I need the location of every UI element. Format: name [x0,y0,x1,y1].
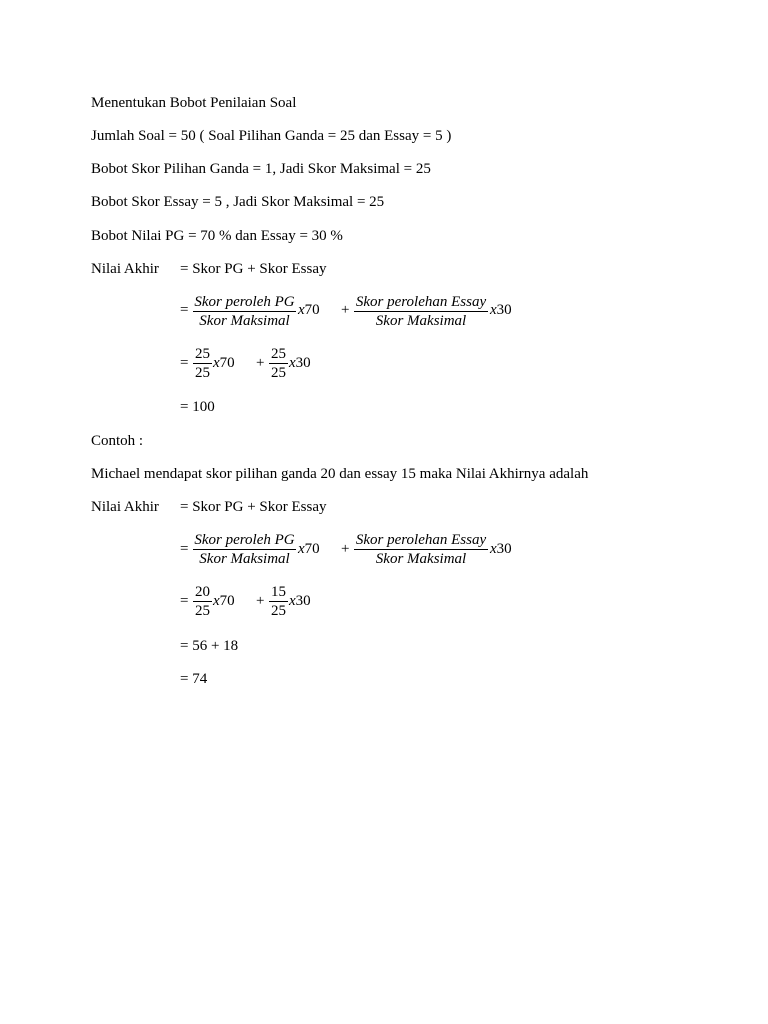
result-line: = 74 [180,671,208,687]
fraction-numerator: Skor peroleh PG [194,294,295,310]
result-line: = 100 [180,399,215,415]
times-symbol: x [213,355,220,371]
fraction-numerator: 15 [271,584,286,600]
multiplier-70 [213,592,235,610]
times-symbol: x [298,541,305,557]
plus-sign: + [256,593,265,609]
fraction-numerator: 25 [271,346,286,362]
fraction-skor-essay [354,293,488,330]
fraction-numerator: 25 [195,346,210,362]
multiplier-30 [490,540,512,558]
fraction-25-25 [193,345,212,382]
heading-bobot-penilaian: Menentukan Bobot Penilaian Soal [91,95,297,111]
multiplier-70 [298,301,320,319]
multiplier-value: 30 [295,593,311,609]
example-text: Michael mendapat skor pilihan ganda 20 dan essay 15 maka Nilai Akhirnya adalah [91,466,589,482]
multiplier-70 [213,354,235,372]
fraction-denominator: Skor Maksimal [375,313,467,329]
line-bobot-skor-essay: Bobot Skor Essay = 5 , Jadi Skor Maksimal = 25 [91,194,385,210]
multiplier-value: 70 [219,355,235,371]
fraction-skor-pg [193,293,296,330]
fraction-numerator: Skor peroleh PG [194,532,295,548]
example-heading: Contoh : [91,433,144,449]
line-bobot-nilai: Bobot Nilai PG = 70 % dan Essay = 30 % [91,228,343,244]
fraction-20-25 [193,583,212,620]
equals-sign: = [180,302,189,318]
times-symbol: x [490,302,497,318]
fraction-denominator: 25 [195,603,210,619]
nilai-akhir-label: Nilai Akhir [91,261,159,277]
fraction-denominator: Skor Maksimal [375,551,467,567]
multiplier-value: 30 [295,355,311,371]
multiplier-value: 30 [496,302,512,318]
plus-sign: + [256,355,265,371]
fraction-numerator: 20 [195,584,210,600]
fraction-denominator: 25 [195,365,210,381]
fraction-skor-essay [354,531,488,568]
times-symbol: x [289,593,296,609]
plus-sign: + [341,302,350,318]
times-symbol: x [298,302,305,318]
multiplier-value: 70 [219,593,235,609]
fraction-denominator: Skor Maksimal [199,313,290,329]
equals-sign: = [180,593,189,609]
multiplier-70 [298,540,320,558]
times-symbol: x [289,355,296,371]
equals-sign: = [180,355,189,371]
nilai-akhir-rhs: = Skor PG + Skor Essay [180,261,327,277]
equals-sign: = [180,541,189,557]
line-bobot-skor-pg: Bobot Skor Pilihan Ganda = 1, Jadi Skor Maksimal = 25 [91,161,431,177]
fraction-numerator: Skor perolehan Essay [355,532,487,548]
line-jumlah-soal: Jumlah Soal = 50 ( Soal Pilihan Ganda = 25 dan Essay = 5 ) [91,128,452,144]
fraction-skor-pg [193,531,296,568]
plus-sign: + [341,541,350,557]
sum-line: = 56 + 18 [180,638,239,654]
multiplier-value: 70 [304,541,320,557]
fraction-denominator: 25 [271,603,286,619]
nilai-akhir-label: Nilai Akhir [91,499,159,515]
fraction-15-25 [269,583,288,620]
fraction-25-25 [269,345,288,382]
times-symbol: x [490,541,497,557]
fraction-denominator: Skor Maksimal [199,551,290,567]
multiplier-30 [289,592,311,610]
times-symbol: x [213,593,220,609]
fraction-numerator: Skor perolehan Essay [355,294,487,310]
multiplier-30 [289,354,311,372]
multiplier-value: 70 [304,302,320,318]
fraction-denominator: 25 [271,365,286,381]
multiplier-value: 30 [496,541,512,557]
multiplier-30 [490,301,512,319]
nilai-akhir-rhs: = Skor PG + Skor Essay [180,499,327,515]
